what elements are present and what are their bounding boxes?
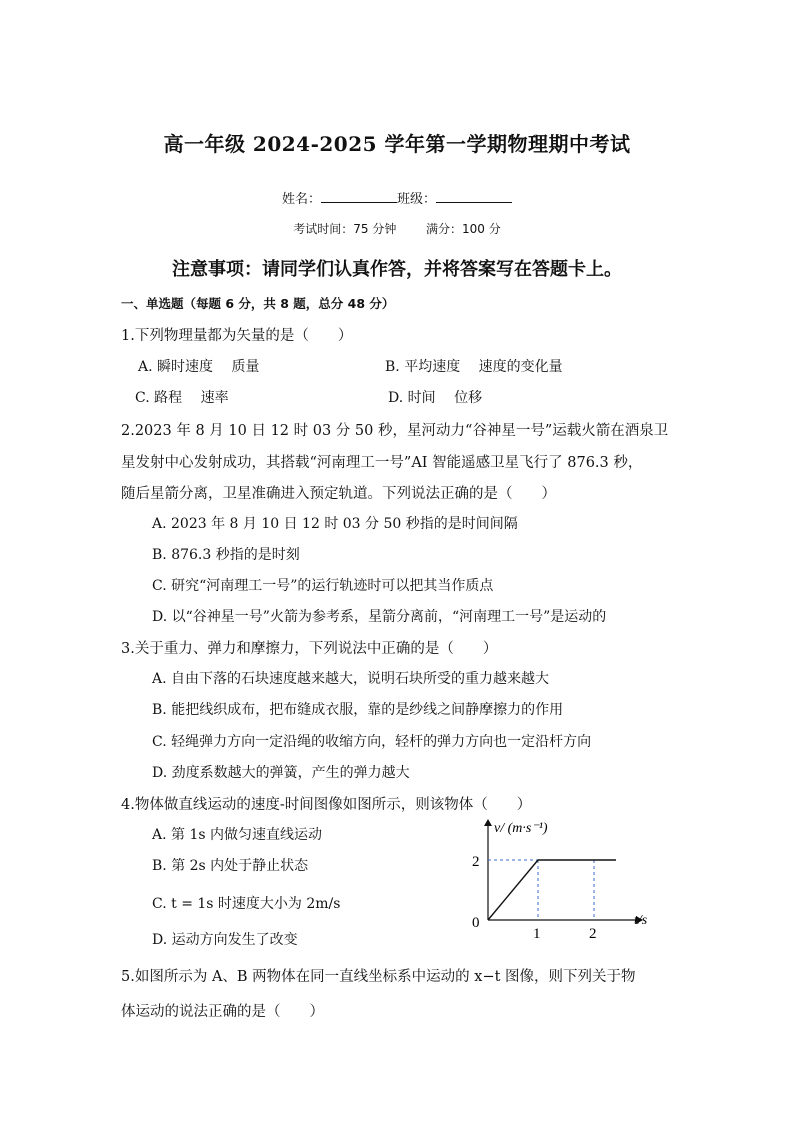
q4-option-c: C. t = 1s 时速度大小为 2m/s: [152, 896, 341, 912]
y-axis-label: v/ (m·s⁻¹): [494, 821, 548, 836]
x-axis-label: t/s: [634, 913, 648, 928]
q1-option-d: D. 时间 位移: [388, 390, 483, 406]
notice-text: 注意事项：请同学们认真作答，并将答案写在答题卡上。: [172, 259, 622, 280]
exam-title: 高一年级 2024-2025 学年第一学期物理期中考试: [163, 132, 631, 156]
velocity-time-graph: [466, 812, 666, 942]
student-info-line: [0, 188, 794, 207]
q2-option-c: C. 研究“河南理工一号”的运行轨迹时可以把其当作质点: [152, 578, 494, 594]
q3-option-c: C. 轻绳弹力方向一定沿绳的收缩方向，轻杆的弹力方向也一定沿杆方向: [152, 734, 592, 750]
x-tick-2-label: 2: [589, 926, 597, 942]
full-score: 满分：100 分: [426, 222, 501, 236]
velocity-line: [488, 860, 616, 920]
q4-option-d: D. 运动方向发生了改变: [152, 932, 298, 948]
question-5-stem-line-1: 5.如图所示为 A、B 两物体在同一直线坐标系中运动的 x−t 图像，则下列关于物: [121, 969, 636, 985]
section-heading: 一、单选题（每题 6 分，共 8 题，总分 48 分）: [121, 296, 395, 311]
exam-meta-line: [0, 220, 794, 237]
question-2-stem-line-2: 星发射中心发射成功，其搭载“河南理工一号”AI 智能遥感卫星飞行了 876.3 秒，: [121, 455, 643, 471]
origin-label: 0: [472, 915, 480, 931]
question-3-stem: 3.关于重力、弹力和摩擦力，下列说法中正确的是（ ）: [121, 641, 498, 657]
name-blank[interactable]: [321, 190, 397, 203]
question-2-stem-line-1: 2.2023 年 8 月 10 日 12 时 03 分 50 秒，星河动力“谷神星一号”运载火箭在酒泉卫: [121, 423, 669, 439]
class-label: 班级：: [397, 192, 437, 207]
question-4-stem: 4.物体做直线运动的速度-时间图像如图所示，则该物体（ ）: [121, 797, 532, 813]
q2-option-a: A. 2023 年 8 月 10 日 12 时 03 分 50 秒指的是时间间隔: [152, 516, 518, 532]
exam-time: 考试时间：75 分钟: [293, 222, 397, 236]
q4-option-b: B. 第 2s 内处于静止状态: [152, 858, 309, 874]
q3-option-b: B. 能把线织成布，把布缝成衣服，靠的是纱线之间静摩擦力的作用: [152, 702, 564, 718]
q3-option-d: D. 劲度系数越大的弹簧，产生的弹力越大: [152, 765, 410, 781]
question-1-stem: 1.下列物理量都为矢量的是（ ）: [121, 328, 353, 344]
question-2-stem-line-3: 随后星箭分离，卫星准确进入预定轨道。下列说法正确的是（ ）: [121, 486, 556, 502]
q1-option-c: C. 路程 速率: [135, 390, 229, 406]
class-blank[interactable]: [436, 190, 512, 203]
name-label: 姓名：: [281, 192, 321, 207]
q4-option-a: A. 第 1s 内做匀速直线运动: [152, 827, 323, 843]
q1-option-b: B. 平均速度 速度的变化量: [385, 359, 563, 375]
y-tick-label: 2: [472, 854, 480, 870]
q2-option-d: D. 以“谷神星一号”火箭为参考系，星箭分离前，“河南理工一号”是运动的: [152, 609, 607, 625]
q3-option-a: A. 自由下落的石块速度越来越大，说明石块所受的重力越来越大: [152, 671, 550, 687]
q2-option-b: B. 876.3 秒指的是时刻: [152, 547, 300, 563]
question-5-stem-line-2: 体运动的说法正确的是（ ）: [121, 1004, 324, 1020]
q1-option-a: A. 瞬时速度 质量: [138, 359, 260, 375]
x-tick-1-label: 1: [533, 926, 541, 942]
